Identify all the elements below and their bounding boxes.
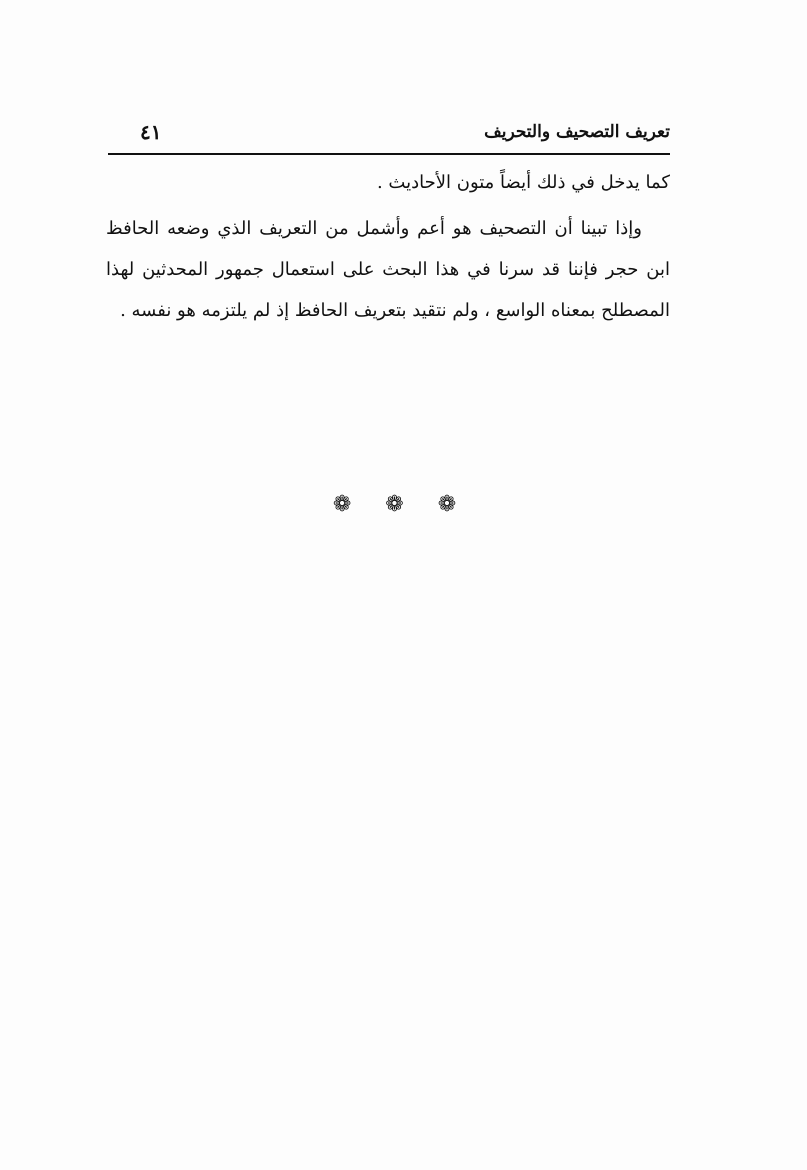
page-header	[108, 116, 670, 152]
ornament-icon: ❁	[332, 492, 370, 517]
paragraph-2: وإذا تبينا أن التصحيف هو أعم وأشمل من التعريف الذي وضعه الحافظ ابن حجر فإننا قد سرنا في هذا البحث على استعمال جمهور المحدثين لهذا المصطلح بمعناه الواسع ، ولم نتقيد بتعريف الحافظ إذ لم يلتزمه هو نفسه .	[106, 218, 670, 321]
body-text	[106, 162, 670, 331]
section-separator	[0, 492, 807, 517]
running-title: تعريف التصحيف والتحريف	[484, 122, 670, 142]
header-rule	[108, 153, 670, 155]
paragraph-1: كما يدخل في ذلك أيضاً متون الأحاديث .	[376, 172, 670, 193]
ornament-icon: ❁	[385, 492, 422, 517]
ornament-icon: ❁	[437, 492, 475, 517]
page-number: ٤١	[140, 120, 162, 144]
